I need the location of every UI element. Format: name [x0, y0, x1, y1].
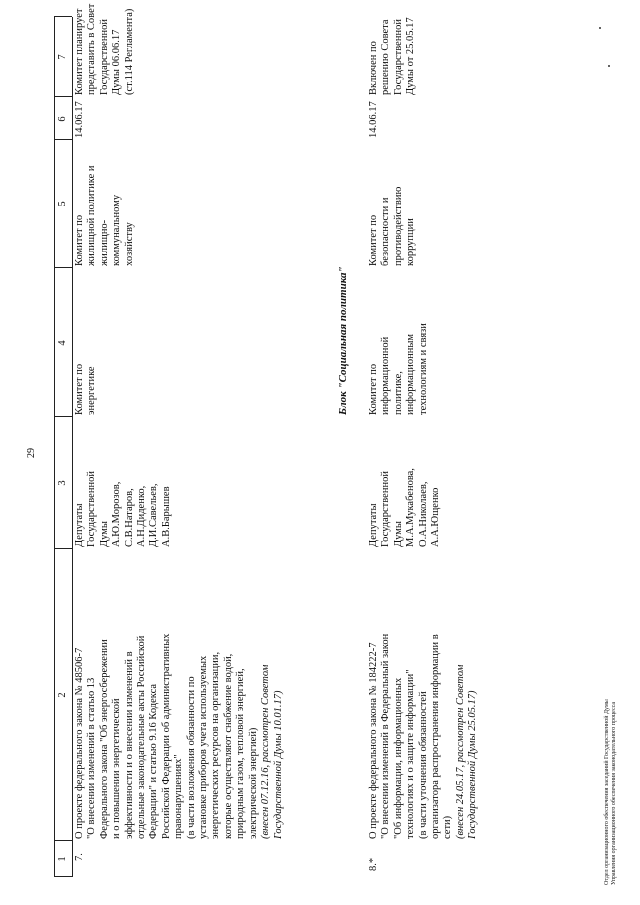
bill-submission-note: (внесен 07.12.16, рассмотрен Советом	[260, 664, 272, 839]
responsible-committee: Комитет по энергетике	[74, 363, 98, 415]
page-number: 29	[26, 448, 37, 458]
consideration-date: 14.06.17	[74, 101, 85, 138]
block-title: Блок "Социальная политика"	[337, 266, 349, 415]
bill-description: О проекте федерального закона № 48506-7 "О внесении изменений в статью 13 Федерального закона "Об энергосбережении и о повышении энергетической эффективности и о внесении изменений в отдельные законодательные акты Российской Федерации" и статью 9.16 Кодекса Российской Федерации об административных правонарушениях" (в части возложения обязанности по установке приборов учета используемых энергетических ресурсов на организации, которые осуществляют снабжение водой, природным газом, тепловой энергией, электрической энергией) (внесен 07.12.16, рассмотрен Советом Государственной Думы 10.01.17)	[74, 633, 284, 839]
col-header-7: 7	[57, 54, 68, 60]
col-header-2: 2	[57, 692, 68, 698]
row-note: Включен по решению Совета Государственной Думы от 25.05.17	[368, 17, 417, 95]
bill-authors: Депутаты Государственной Думы А.Ю.Морозов, С.В.Натаров, А.Н.Диденко, Д.И.Савельев, А.В.Барышев	[74, 471, 172, 547]
col-header-5: 5	[57, 201, 68, 207]
col-header-6: 6	[57, 116, 68, 122]
footer-department: Отдел организационного обеспечения заседаний Государственной Думы Управления организационного обеспечения законодательного процесса	[604, 699, 617, 885]
co-executor-committee: Комитет по жилищной политике и жилищно- коммунальному хозяйству	[74, 165, 135, 266]
col-header-3: 3	[57, 480, 68, 486]
col-header-1: 1	[57, 856, 68, 862]
row-number: 7.	[74, 853, 85, 861]
responsible-committee: Комитет по информационной политике, информационным технологиям и связи	[368, 323, 429, 415]
bill-authors: Депутаты Государственной Думы М.А.Мукабенова, О.А.Николаев, А.А.Ющенко	[368, 468, 442, 547]
bill-description: О проекте федерального закона № 184222-7 "О внесении изменений в Федеральный закон "Об информации, информационных технологиях и о защите информации" (в части уточнения обязанностей организатора распространения информации в сети) (внесен 24.05.17, рассмотрен Советом Государственной Думы 25.05.17)	[368, 633, 479, 839]
row-note: Комитет планирует представить в Совет Государственной Думы 06.06.17 (ст.114 Регламента)	[74, 3, 135, 95]
co-executor-committee: Комитет по безопасности и противодействию коррупции	[368, 186, 417, 266]
row-number: 8.*	[368, 857, 379, 871]
scan-speck	[599, 27, 601, 29]
col-header-4: 4	[57, 340, 68, 346]
consideration-date: 14.06.17	[368, 101, 379, 138]
bill-submission-note: (внесен 24.05.17, рассмотрен Советом	[454, 664, 466, 839]
scan-speck	[608, 65, 610, 67]
